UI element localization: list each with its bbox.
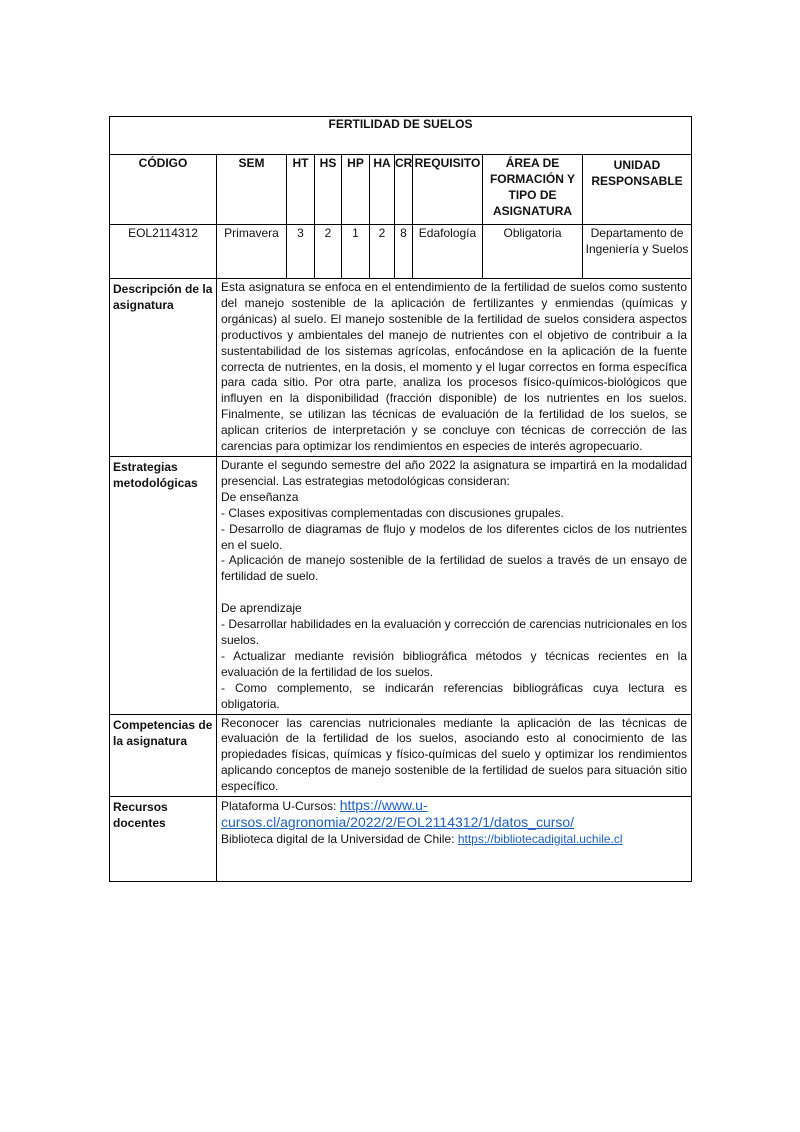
competencias-text [217, 714, 692, 797]
course-table [109, 116, 692, 882]
header-cr: CR [395, 155, 413, 225]
value-ha: 2 [370, 225, 395, 279]
title-row [110, 117, 692, 155]
recursos-row [110, 797, 692, 882]
header-requisito: REQUISITO [413, 155, 483, 225]
biblioteca-link[interactable]: https://bibliotecadigital.uchile.cl [457, 831, 623, 846]
value-cr: 8 [395, 225, 413, 279]
header-hs: HS [315, 155, 342, 225]
aprendizaje-item: - Como complemento, se indicarán referencias bibliográficas cuya lectura es obligatoria. [221, 680, 688, 711]
aprendizaje-heading: De aprendizaje [221, 601, 302, 616]
ensenanza-heading: De enseñanza [221, 489, 299, 504]
competencias-row [110, 714, 692, 797]
course-title: FERTILIDAD DE SUELOS [110, 117, 692, 155]
value-ht: 3 [287, 225, 315, 279]
ucursos-prefix: Plataforma U-Cursos: [221, 799, 340, 814]
header-sem: SEM [217, 155, 287, 225]
header-row [110, 155, 692, 225]
recursos-text [217, 797, 692, 882]
estrategias-label: Estrategias metodológicas [110, 456, 217, 714]
estrategias-row [110, 456, 692, 714]
header-ht: HT [287, 155, 315, 225]
estrategias-intro: Durante el segundo semestre del año 2022 la asignatura se impartirá en la modalidad presencial. Las estrategias metodológicas consideran: [221, 457, 688, 488]
value-requisito: Edafología [413, 225, 483, 279]
descripcion-text [217, 279, 692, 457]
value-codigo: EOL2114312 [110, 225, 217, 279]
competencias-label: Competencias de la asignatura [110, 714, 217, 797]
estrategias-text [217, 456, 692, 714]
biblioteca-prefix: Biblioteca digital de la Universidad de Chile: [221, 831, 458, 846]
values-row [110, 225, 692, 279]
ensenanza-item: - Clases expositivas complementadas con discusiones grupales. [221, 505, 564, 520]
course-sheet [109, 116, 691, 882]
ensenanza-item: - Desarrollo de diagramas de flujo y modelos de los diferentes ciclos de los nutrientes en el suelo. [221, 521, 688, 552]
aprendizaje-item: - Actualizar mediante revisión bibliográfica métodos y técnicas recientes en la evaluación de la fertilidad de los suelos. [221, 648, 688, 679]
value-hs: 2 [315, 225, 342, 279]
header-unidad: UNIDAD RESPONSABLE [583, 155, 692, 225]
value-area: Obligatoria [483, 225, 583, 279]
value-unidad: Departamento de Ingeniería y Suelos [583, 225, 692, 279]
competencias-paragraph: Reconocer las carencias nutricionales mediante la aplicación de las técnicas de evaluación de la fertilidad de los suelos, asociando esto al conocimiento de las propiedades físicas, químicas y físico-químicas del suelo y optimizar los rendimientos aplicando conceptos de manejo sostenible de la fertilidad de suelos para situación sitio específico. [221, 715, 688, 794]
header-codigo: CÓDIGO [110, 155, 217, 225]
header-area: ÁREA DE FORMACIÓN Y TIPO DE ASIGNATURA [483, 155, 583, 225]
biblioteca-line [221, 832, 687, 848]
ucursos-line [221, 798, 687, 832]
descripcion-row [110, 279, 692, 457]
descripcion-label: Descripción de la asignatura [110, 279, 217, 457]
spacer [221, 585, 687, 601]
descripcion-paragraph: Esta asignatura se enfoca en el entendimiento de la fertilidad de suelos como sustento del manejo sostenible de la aplicación de fertilizantes y enmiendas (químicas y orgánicas) al suelo. El manejo sostenible de la fertilidad de suelos considera aspectos productivos y ambientales del manejo de nutrientes con el objetivo de contribuir a la sustentabilidad de los sistemas agrícolas, enfocándose en la aplicación de la fuente correcta de nutrientes, en la dosis, el momento y el lugar correctos en forma específica para cada sitio. Por otra parte, analiza los procesos físico-químicos-biológicos que influyen en la disponibilidad (fracción disponible) de los nutrientes en los suelos. Finalmente, se utilizan las técnicas de evaluación de la fertilidad de los suelos, se aplican criterios de interpretación y se concluye con técnicas de corrección de las carencias para optimizar los rendimientos en especies de interés agropecuario. [221, 280, 688, 454]
header-hp: HP [342, 155, 370, 225]
ensenanza-item: - Aplicación de manejo sostenible de la fertilidad de suelos a través de un ensayo de fertilidad de suelo. [221, 553, 688, 584]
ucursos-link[interactable]: https://www.u-cursos.cl/agronomia/2022/2/EOL2114312/1/datos_curso/ [221, 797, 575, 830]
header-ha: HA [370, 155, 395, 225]
value-hp: 1 [342, 225, 370, 279]
value-sem: Primavera [217, 225, 287, 279]
recursos-label: Recursos docentes [110, 797, 217, 882]
aprendizaje-item: - Desarrollar habilidades en la evaluación y corrección de carencias nutricionales en los suelos. [221, 617, 688, 648]
